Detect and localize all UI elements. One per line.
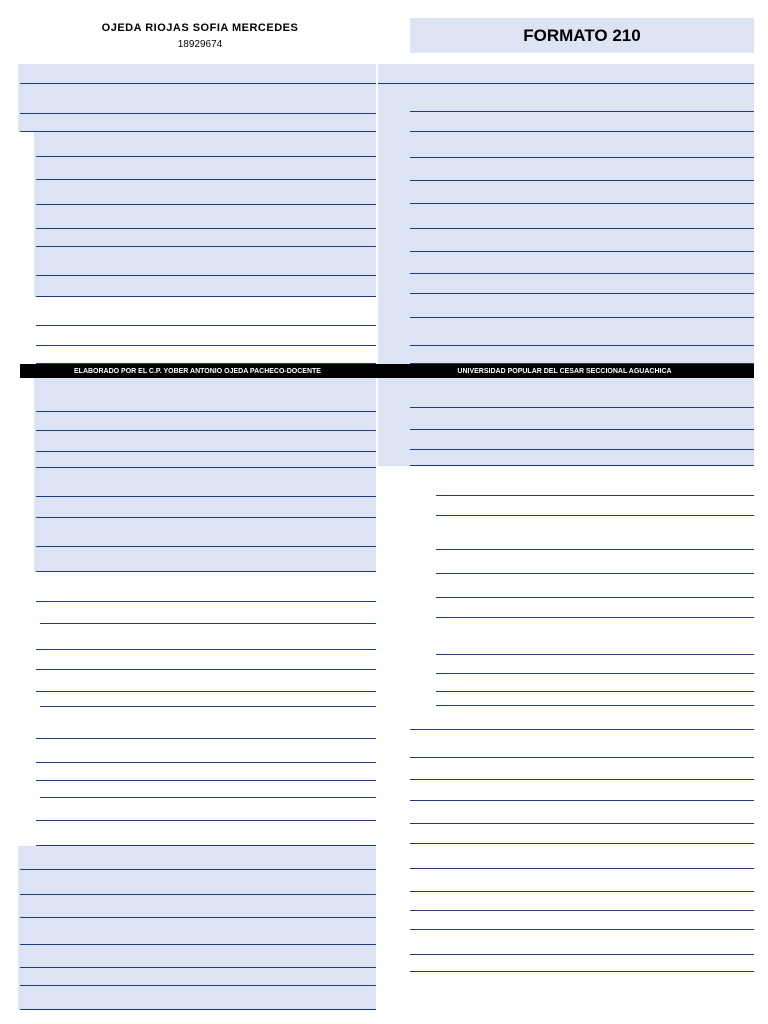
left-row-number xyxy=(252,821,278,846)
left-row-number xyxy=(252,180,278,205)
right-row-value xyxy=(636,450,754,466)
right-row-value xyxy=(636,930,754,955)
left-row-label xyxy=(20,84,252,114)
right-row-number xyxy=(612,706,636,730)
right-row-value xyxy=(636,801,754,824)
left-row-label xyxy=(40,781,252,798)
right-row-value xyxy=(636,844,754,869)
left-row-value xyxy=(278,798,376,821)
left-row-number xyxy=(252,572,278,602)
right-row-label xyxy=(436,674,612,692)
right-row-value xyxy=(636,706,754,730)
left-row-label xyxy=(36,624,252,650)
left-row-number xyxy=(252,846,278,870)
left-row-label xyxy=(36,572,252,602)
left-row-value xyxy=(278,821,376,846)
right-row-number xyxy=(612,844,636,869)
left-row-label xyxy=(36,547,252,572)
left-row-value xyxy=(278,378,376,412)
left-row-number xyxy=(252,918,278,945)
left-row-number xyxy=(252,378,278,412)
left-row-label xyxy=(36,247,252,276)
left-row-number xyxy=(252,468,278,497)
right-row-value xyxy=(636,730,754,758)
left-row-value xyxy=(278,180,376,205)
left-row-label xyxy=(20,986,252,1010)
right-row-number xyxy=(612,229,636,252)
left-row-number xyxy=(252,547,278,572)
right-row-label xyxy=(410,706,612,730)
left-row-label xyxy=(20,968,252,986)
left-row-value xyxy=(278,346,376,364)
left-row-label xyxy=(36,157,252,180)
right-row-number xyxy=(612,930,636,955)
left-row-label xyxy=(20,895,252,918)
right-row-label xyxy=(410,869,612,892)
left-row-label xyxy=(36,821,252,846)
left-row-value xyxy=(278,276,376,297)
left-row-value xyxy=(278,870,376,895)
right-row-value xyxy=(636,550,754,574)
left-row-number xyxy=(252,64,278,84)
right-row-number xyxy=(612,294,636,318)
left-row-value xyxy=(278,497,376,518)
right-row-value xyxy=(636,64,754,84)
right-row-value xyxy=(636,780,754,801)
right-row-value xyxy=(636,574,754,598)
right-row-number xyxy=(612,252,636,274)
right-row-label xyxy=(410,84,612,112)
right-row-value xyxy=(636,408,754,430)
right-row-number xyxy=(612,466,636,496)
left-row-value xyxy=(278,572,376,602)
left-row-value xyxy=(278,692,376,707)
left-row-number xyxy=(252,624,278,650)
right-row-number xyxy=(612,274,636,294)
right-row-number xyxy=(612,516,636,550)
right-row-value xyxy=(636,466,754,496)
left-row-number xyxy=(252,297,278,326)
left-row-value xyxy=(278,84,376,114)
right-row-value xyxy=(636,112,754,132)
left-row-number xyxy=(252,968,278,986)
left-row-number xyxy=(252,132,278,157)
right-row-label xyxy=(410,730,612,758)
right-row-label xyxy=(410,911,612,930)
right-row-value xyxy=(636,911,754,930)
left-row-number xyxy=(252,346,278,364)
left-row-number xyxy=(252,895,278,918)
left-row-value xyxy=(278,431,376,452)
left-row-value xyxy=(278,157,376,180)
left-row-label xyxy=(40,602,252,624)
left-row-value xyxy=(278,326,376,346)
left-row-divider xyxy=(20,1009,376,1010)
left-row-label xyxy=(36,798,252,821)
left-row-number xyxy=(252,692,278,707)
left-row-number xyxy=(252,739,278,763)
right-row-number xyxy=(612,892,636,911)
right-row-label xyxy=(436,550,612,574)
left-row-label xyxy=(36,707,252,739)
right-row-number xyxy=(612,550,636,574)
header-name: OJEDA RIOJAS SOFIA MERCEDES xyxy=(101,22,299,34)
right-row-label xyxy=(410,892,612,911)
banner-left: ELABORADO POR EL C.P. YOBER ANTONIO OJEDA PACHECO-DOCENTE xyxy=(74,367,321,375)
left-row-label xyxy=(36,326,252,346)
left-row-label xyxy=(36,229,252,247)
left-row-number xyxy=(252,763,278,781)
left-row-value xyxy=(278,918,376,945)
right-row-label xyxy=(410,758,612,780)
right-row-label xyxy=(410,844,612,869)
right-row-number xyxy=(612,869,636,892)
right-row-label xyxy=(410,801,612,824)
left-row-label xyxy=(20,918,252,945)
left-row-value xyxy=(278,412,376,431)
right-row-value xyxy=(636,824,754,844)
right-row-value xyxy=(636,378,754,408)
left-row-number xyxy=(252,870,278,895)
left-row-label xyxy=(36,739,252,763)
right-row-value xyxy=(636,318,754,346)
left-row-label xyxy=(36,378,252,412)
left-row-number xyxy=(252,412,278,431)
right-row-number xyxy=(612,132,636,158)
left-row-label xyxy=(36,431,252,452)
right-row-value xyxy=(636,869,754,892)
right-row-number xyxy=(612,112,636,132)
right-row-label xyxy=(410,346,612,364)
right-row-label xyxy=(410,204,612,229)
right-row-value xyxy=(636,618,754,655)
right-row-number xyxy=(612,64,636,84)
right-row-value xyxy=(636,204,754,229)
left-row-value xyxy=(278,968,376,986)
right-row-number xyxy=(612,618,636,655)
left-row-value xyxy=(278,624,376,650)
right-row-number xyxy=(612,204,636,229)
right-row-number xyxy=(612,824,636,844)
right-row-number xyxy=(612,158,636,181)
right-row-label xyxy=(410,450,612,466)
right-row-value xyxy=(636,496,754,516)
right-row-value xyxy=(636,181,754,204)
right-row-value xyxy=(636,84,754,112)
right-row-label xyxy=(410,158,612,181)
right-row-label xyxy=(436,466,612,496)
left-row-number xyxy=(252,326,278,346)
right-row-number xyxy=(612,655,636,674)
right-row-label xyxy=(436,574,612,598)
right-row-label xyxy=(410,274,612,294)
left-row-label xyxy=(36,132,252,157)
left-row-value xyxy=(278,468,376,497)
left-row-number xyxy=(252,205,278,229)
left-row-number xyxy=(252,798,278,821)
right-row-label xyxy=(410,132,612,158)
left-row-label xyxy=(36,763,252,781)
right-row-value xyxy=(636,252,754,274)
right-row-value xyxy=(636,430,754,450)
right-row-number xyxy=(612,430,636,450)
left-row-value xyxy=(278,205,376,229)
left-row-label xyxy=(36,452,252,468)
left-row-value xyxy=(278,707,376,739)
left-row-value xyxy=(278,670,376,692)
right-row-value xyxy=(636,674,754,692)
left-row-number xyxy=(252,452,278,468)
right-row-value xyxy=(636,758,754,780)
left-row-label xyxy=(20,945,252,968)
right-row-label xyxy=(410,430,612,450)
left-row-label xyxy=(36,276,252,297)
left-row-number xyxy=(252,431,278,452)
left-row-value xyxy=(278,229,376,247)
right-row-number xyxy=(612,346,636,364)
right-row-label xyxy=(410,181,612,204)
right-row-number xyxy=(612,574,636,598)
right-row-number xyxy=(612,801,636,824)
right-row-number xyxy=(612,598,636,618)
right-row-label xyxy=(436,618,612,655)
right-row-label xyxy=(410,318,612,346)
right-row-value xyxy=(636,294,754,318)
right-row-number xyxy=(612,972,636,990)
left-row-label xyxy=(36,346,252,364)
right-row-label xyxy=(410,972,612,990)
right-row-number xyxy=(612,181,636,204)
left-row-label xyxy=(36,650,252,670)
left-row-value xyxy=(278,781,376,798)
left-row-value xyxy=(278,518,376,547)
left-row-number xyxy=(252,114,278,132)
right-row-value xyxy=(636,892,754,911)
header-id: 18929674 xyxy=(177,39,223,50)
left-row-value xyxy=(278,547,376,572)
right-row-number xyxy=(612,692,636,706)
left-row-number xyxy=(252,276,278,297)
left-row-label xyxy=(36,297,252,326)
right-row-number xyxy=(612,378,636,408)
left-row-number xyxy=(252,229,278,247)
left-row-number xyxy=(252,781,278,798)
right-row-value xyxy=(636,516,754,550)
right-row-label xyxy=(410,294,612,318)
right-row-value xyxy=(636,132,754,158)
right-row-label xyxy=(436,516,612,550)
right-row-label xyxy=(436,598,612,618)
left-row-label xyxy=(36,497,252,518)
right-row-number xyxy=(612,450,636,466)
left-row-number xyxy=(252,986,278,1010)
right-row-label xyxy=(436,655,612,674)
left-row-label xyxy=(36,670,252,692)
left-row-value xyxy=(278,986,376,1010)
right-row-number xyxy=(612,408,636,430)
left-row-number xyxy=(252,518,278,547)
right-row-label xyxy=(410,824,612,844)
left-row-value xyxy=(278,739,376,763)
left-row-label xyxy=(36,412,252,431)
right-row-label xyxy=(410,378,612,408)
left-row-number xyxy=(252,157,278,180)
right-row-value xyxy=(636,229,754,252)
banner xyxy=(20,364,754,378)
right-row-label xyxy=(436,692,612,706)
right-row-label xyxy=(410,112,612,132)
right-row-value xyxy=(636,655,754,674)
left-row-label xyxy=(36,180,252,205)
left-row-value xyxy=(278,650,376,670)
left-row-number xyxy=(252,707,278,739)
right-row-label xyxy=(410,408,612,430)
right-row-number xyxy=(612,496,636,516)
right-row-number xyxy=(612,84,636,112)
right-row-value xyxy=(636,274,754,294)
left-row-value xyxy=(278,763,376,781)
right-row-label xyxy=(436,496,612,516)
right-row-number xyxy=(612,318,636,346)
right-row-value xyxy=(636,158,754,181)
banner-right: UNIVERSIDAD POPULAR DEL CESAR SECCIONAL AGUACHICA xyxy=(457,367,672,375)
left-row-number xyxy=(252,84,278,114)
right-row-number xyxy=(612,758,636,780)
right-row-value xyxy=(636,692,754,706)
right-row-label xyxy=(378,64,612,84)
left-row-number xyxy=(252,602,278,624)
left-row-value xyxy=(278,297,376,326)
left-row-number xyxy=(252,247,278,276)
format-title: FORMATO 210 xyxy=(410,18,754,53)
left-row-value xyxy=(278,247,376,276)
left-row-label xyxy=(20,64,252,84)
right-row-number xyxy=(612,955,636,972)
left-row-label xyxy=(36,518,252,547)
right-row-number xyxy=(612,674,636,692)
left-row-label xyxy=(36,468,252,497)
left-row-value xyxy=(278,132,376,157)
left-row-value xyxy=(278,895,376,918)
left-row-value xyxy=(278,64,376,84)
right-row-label xyxy=(410,229,612,252)
right-row-number xyxy=(612,780,636,801)
left-row-number xyxy=(252,945,278,968)
left-row-label xyxy=(40,692,252,707)
right-row-number xyxy=(612,911,636,930)
left-row-value xyxy=(278,945,376,968)
left-row-label xyxy=(36,205,252,229)
right-row-label xyxy=(410,780,612,801)
left-row-label xyxy=(20,870,252,895)
left-row-value xyxy=(278,452,376,468)
right-row-value xyxy=(636,598,754,618)
left-row-label xyxy=(20,114,252,132)
right-row-label xyxy=(410,930,612,955)
right-row-label xyxy=(410,252,612,274)
left-row-number xyxy=(252,670,278,692)
left-row-value xyxy=(278,602,376,624)
right-row-label xyxy=(410,955,612,972)
left-row-number xyxy=(252,650,278,670)
right-row-number xyxy=(612,730,636,758)
right-row-value xyxy=(636,955,754,972)
left-row-value xyxy=(278,114,376,132)
left-row-value xyxy=(278,846,376,870)
left-row-number xyxy=(252,497,278,518)
right-row-value xyxy=(636,346,754,364)
left-row-label xyxy=(20,846,252,870)
